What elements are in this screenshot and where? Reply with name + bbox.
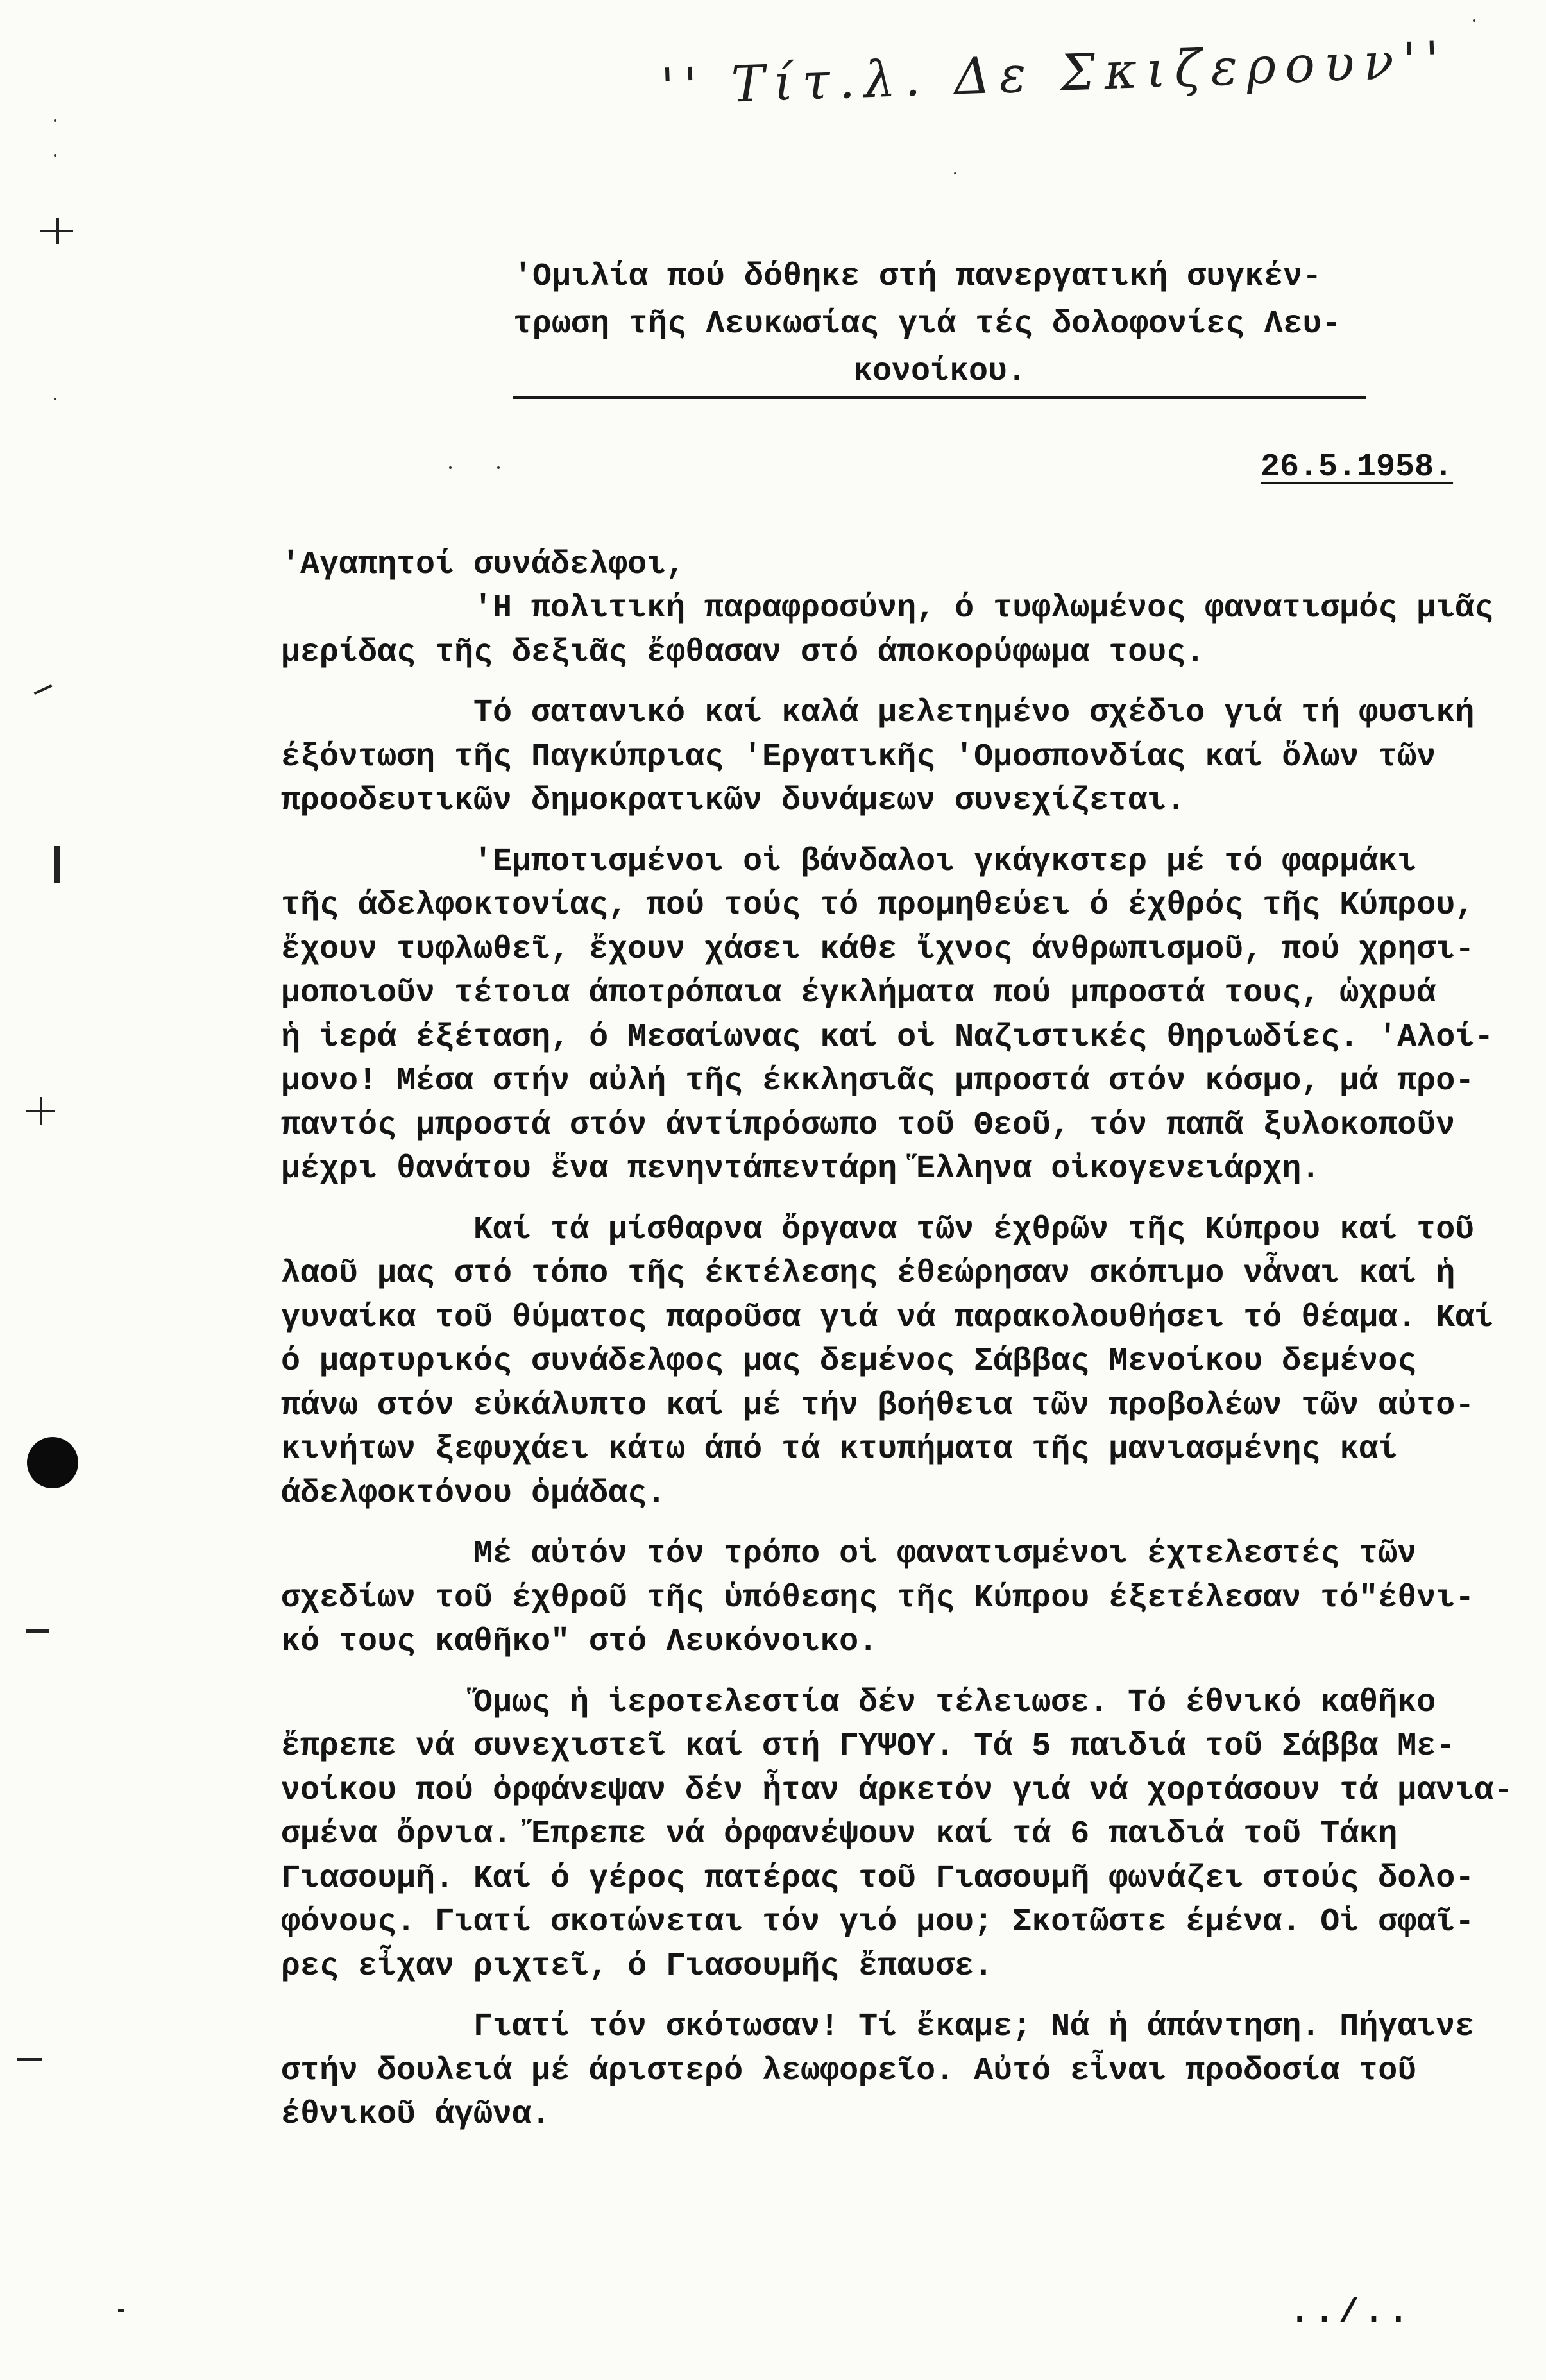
text-line: κό τους καθῆκο" στό Λευκόνοικο. [281, 1624, 878, 1660]
margin-tick [118, 2309, 124, 2312]
text-line: τῆς άδελφοκτονίας, πού τούς τό προμηθεύει ό έχθρός τῆς Κύπρου, [281, 887, 1475, 924]
text-line: 'Εμποτισμένοι οἱ βάνδαλοι γκάγκστερ μέ τό φαρμάκι [473, 843, 1417, 880]
paragraph [281, 1533, 1500, 1665]
margin-tick [40, 1097, 42, 1125]
margin-tick [56, 218, 59, 244]
text-line: έξόντωση τῆς Παγκύπριας 'Εργατικῆς 'Ομοσπονδίας καί ὅλων τῶν [281, 738, 1436, 776]
text-line: στήν δουλειά μέ άριστερό λεωφορεῖο. Αὐτό εἶναι προδοσία τοῦ [281, 2052, 1417, 2089]
text-line: μοποιοῦν τέτοια άποτρόπαια έγκλήματα πού μπροστά τους, ὡχρυά [281, 975, 1436, 1012]
text-line: 'Η πολιτική παραφροσύνη, ό τυφλωμένος φανατισμός μιᾶς [473, 590, 1494, 627]
margin-speck [497, 466, 500, 469]
hole-punch [27, 1437, 78, 1488]
paragraph [281, 692, 1500, 824]
text-line: μονο! Μέσα στήν αὐλή τῆς έκκλησιᾶς μπροστά στόν κόσμο, μά προ- [281, 1063, 1475, 1100]
text-line: μερίδας τῆς δεξιᾶς ἔφθασαν στό άποκορύφωμα τους. [281, 634, 1205, 671]
heading-underline [513, 396, 1366, 399]
margin-speck [54, 119, 56, 122]
text-line: άδελφοκτόνου ὁμάδας. [281, 1475, 667, 1512]
text-line: λαοῦ μας στό τόπο τῆς έκτέλεσης έθεώρησαν σκόπιμο νἆναι καί ἡ [281, 1255, 1456, 1292]
text-line: παντός μπροστά στόν άντίπρόσωπο τοῦ Θεοῦ, τόν παπᾶ ξυλοκοποῦν [281, 1107, 1456, 1144]
text-line: γυναίκα τοῦ θύματος παροῦσα γιά νά παρακολουθήσει τό θέαμα. Καί [281, 1299, 1494, 1336]
heading-line: τρωση τῆς Λευκωσίας γιά τές δολοφονίες Λευ- [513, 306, 1341, 343]
paragraph [281, 1209, 1500, 1517]
text-line: Ὅμως ἡ ἱεροτελεστία δέν τέλειωσε. Τό έθνικό καθῆκο [473, 1684, 1436, 1721]
text-line: νοίκου πού ὀρφάνεψαν δέν ἦταν άρκετόν γιά νά χορτάσουν τά μανια- [281, 1772, 1513, 1809]
margin-speck [1473, 19, 1475, 22]
text-line: Γιατί τόν σκότωσαν! Τί ἔκαμε; Νά ἡ άπάντηση. Πήγαινε [473, 2009, 1475, 2045]
text-line: φόνους. Γιατί σκοτώνεται τόν γιό μου; Σκοτῶστε έμένα. Οἱ σφαῖ- [281, 1904, 1475, 1941]
paragraph [281, 587, 1500, 675]
text-line: Μέ αὐτόν τόν τρόπο οἱ φανατισμένοι έχτελεστές τῶν [473, 1536, 1417, 1572]
text-line: έθνικοῦ άγῶνα. [281, 2096, 551, 2133]
heading-line: 'Ομιλία πού δόθηκε στή πανεργατική συγκέν- [513, 259, 1322, 295]
text-line: Καί τά μίσθαρνα ὄργανα τῶν έχθρῶν τῆς Κύπρου καί τοῦ [473, 1211, 1475, 1248]
margin-speck [954, 172, 956, 174]
page-continuation: ../.. [1289, 2293, 1413, 2333]
handwritten-title: '' Τίτ.λ. Δε Σκιζερουν'' [659, 31, 1449, 117]
salutation: 'Αγαπητοί συνάδελφοι, [281, 547, 686, 583]
text-line: κινήτων ξεφυχάει κάτω άπό τά κτυπήματα τῆς μανιασμένης καί [281, 1431, 1398, 1468]
text-line: προοδευτικῶν δημοκρατικῶν δυνάμεων συνεχίζεται. [281, 783, 1186, 819]
margin-tick [26, 1629, 49, 1633]
heading-line: κονοίκου. [853, 353, 1027, 390]
margin-speck [54, 154, 56, 157]
text-line: Γιασουμῆ. Καί ό γέρος πατέρας τοῦ Γιασουμῆ φωνάζει στούς δολο- [281, 1860, 1475, 1897]
margin-speck [54, 398, 56, 400]
margin-tick [54, 846, 60, 883]
text-line: ἡ ἱερά έξέταση, ό Μεσαίωνας καί οἱ Ναζιστικές θηριωδίες. 'Αλοί- [281, 1019, 1494, 1056]
text-line: μέχρι θανάτου ἕνα πενηντάπεντάρη Ἕλληνα οἰκογενειάρχη. [281, 1151, 1321, 1187]
text-line: πάνω στόν εὐκάλυπτο καί μέ τήν βοήθεια τῶν προβολέων τῶν αὐτο- [281, 1387, 1475, 1424]
margin-tick [17, 2058, 42, 2061]
speech-body [281, 587, 1513, 2154]
margin-tick [34, 684, 53, 695]
text-line: σμένα ὄρνια. Ἔπρεπε νά ὀρφανέψουν καί τά 6 παιδιά τοῦ Τάκη [281, 1816, 1398, 1853]
paragraph [281, 840, 1500, 1192]
speech-heading [513, 253, 1366, 396]
speech-date: 26.5.1958. [1261, 449, 1454, 486]
text-line: ἔχουν τυφλωθεῖ, ἔχουν χάσει κάθε ἴχνος άνθρωπισμοῦ, πού χρησι- [281, 931, 1475, 968]
margin-speck [449, 466, 452, 469]
paragraph [281, 2005, 1500, 2138]
text-line: ρες εἶχαν ριχτεῖ, ό Γιασουμῆς ἔπαυσε. [281, 1948, 994, 1985]
text-line: ἔπρεπε νά συνεχιστεῖ καί στή ΓΥΨΟΥ. Τά 5 παιδιά τοῦ Σάββα Με- [281, 1728, 1456, 1765]
text-line: Τό σατανικό καί καλά μελετημένο σχέδιο γιά τή φυσική [473, 695, 1475, 731]
text-line: σχεδίων τοῦ έχθροῦ τῆς ὑπόθεσης τῆς Κύπρου έξετέλεσαν τό"έθνι- [281, 1579, 1475, 1617]
paragraph [281, 1681, 1513, 1989]
text-line: ό μαρτυρικός συνάδελφος μας δεμένος Σάββας Μενοίκου δεμένος [281, 1343, 1417, 1380]
